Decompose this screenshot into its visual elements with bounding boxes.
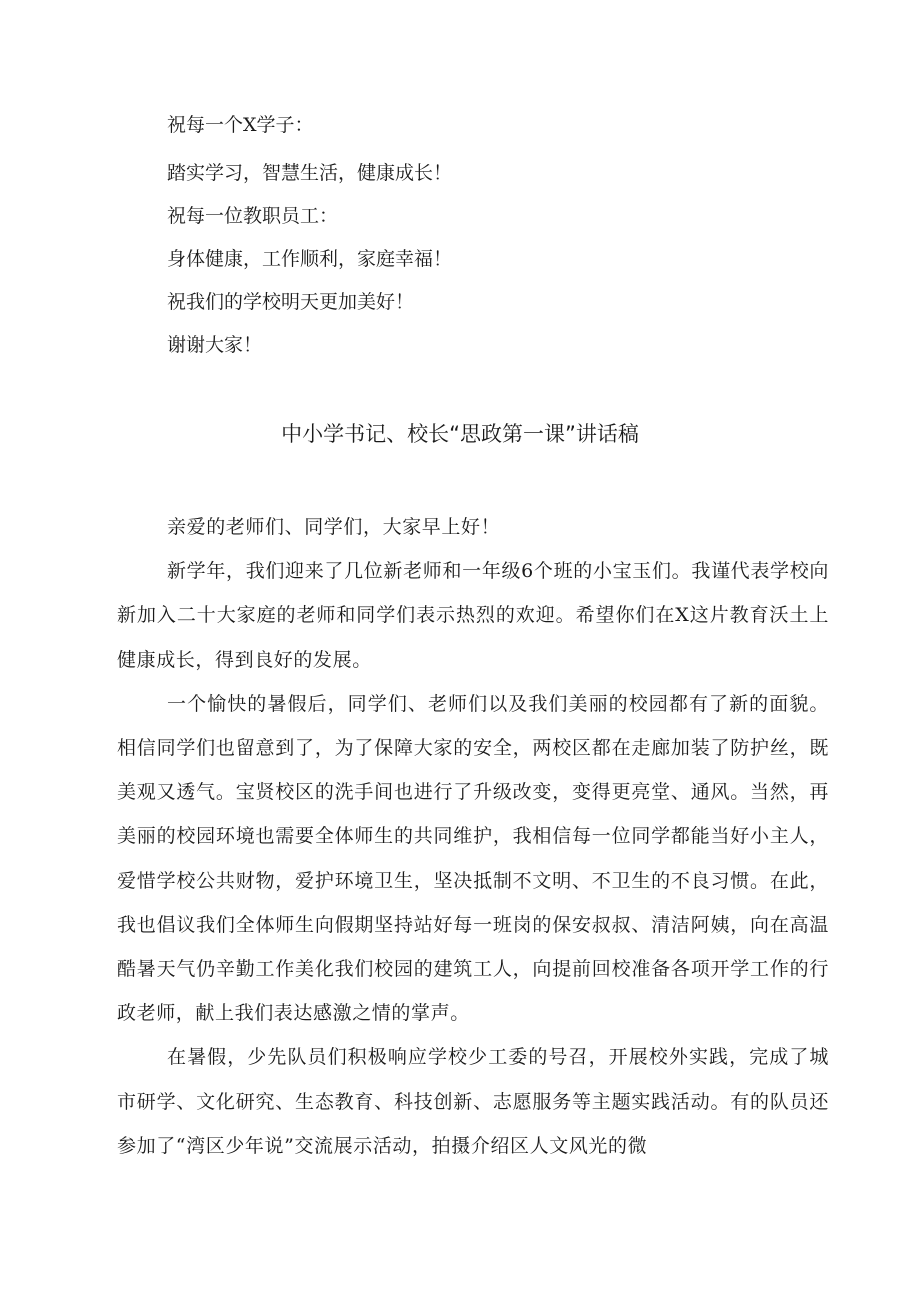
speech-paragraph: 一个愉快的暑假后，同学们、老师们以及我们美丽的校园都有了新的面貌。相信同学们也留意到了，为了保障大家的安全，两校区都在走廊加装了防护丝，既美观又透气。宝贤校区的洗手间也进行了升级改变，变得更亮堂、通风。当然，再美丽的校园环境也需要全体师生的共同维护，我相信每一位同学都能当好小主人，爱惜学校公共财物，爱护环境卫生，坚决抵制不文明、不卫生的不良习惯。在此，我也倡议我们全体师生向假期坚持站好每一班岗的保安叔叔、清洁阿姨，向在高温酷暑天气仍辛勤工作美化我们校园的建筑工人，向提前回校准备各项开学工作的行政老师，献上我们表达感激之情的掌声。 xyxy=(117,692,829,1025)
speech-greeting: 亲爱的老师们、同学们，大家早上好！ xyxy=(167,516,501,538)
closing-line: 身体健康，工作顺利，家庭幸福！ xyxy=(167,248,453,270)
closing-line: 祝我们的学校明天更加美好！ xyxy=(167,291,415,313)
closing-line: 踏实学习，智慧生活，健康成长！ xyxy=(167,162,453,184)
closing-wishes xyxy=(167,104,847,367)
speech-paragraph: 在暑假，少先队员们积极响应学校少工委的号召，开展校外实践，完成了城市研学、文化研究、生态教育、科技创新、志愿服务等主题实践活动。有的队员还参加了“湾区少年说”交流展示活动，拍摄介绍区人文风光的微 xyxy=(117,1046,829,1157)
closing-line: 谢谢大家！ xyxy=(167,334,263,356)
closing-line: 祝每一位教职员工： xyxy=(167,205,339,227)
speech-paragraph: 新学年，我们迎来了几位新老师和一年级6个班的小宝玉们。我谨代表学校向新加入二十大家庭的老师和同学们表示热烈的欢迎。希望你们在X这片教育沃土上健康成长，得到良好的发展。 xyxy=(117,560,829,671)
closing-line: 祝每一个X学子： xyxy=(167,114,314,136)
speech-body xyxy=(117,505,829,1168)
speech-title: 中小学书记、校长“思政第一课”讲话稿 xyxy=(281,422,639,446)
